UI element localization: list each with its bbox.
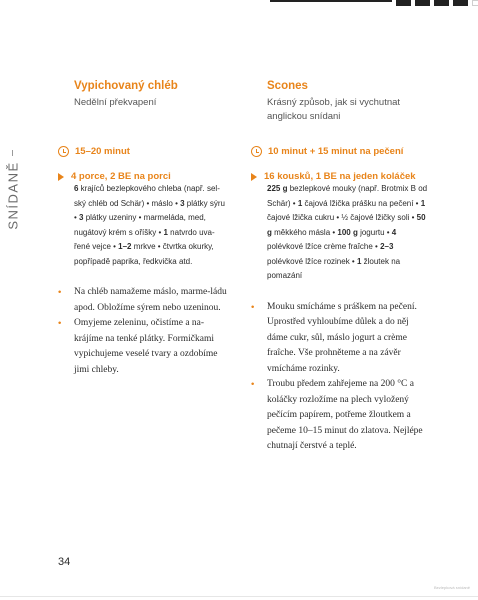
ingredient-part: 3 (79, 213, 84, 222)
triangle-bullet-icon (251, 173, 257, 181)
ingredient-part: 1 (356, 256, 362, 266)
ingredients (74, 182, 228, 269)
recipe-left (58, 80, 228, 378)
ingredient-part: 1–2 (118, 242, 132, 251)
ingredient-part: ský chléb od Schär) • máslo • (74, 198, 181, 208)
ingredient-part: měkkého másla • (271, 227, 338, 237)
recipe-title: Vypichovaný chléb (74, 80, 178, 92)
chapter-tab (453, 0, 468, 6)
prep-time (251, 146, 431, 157)
step-item: • Na chléb namažeme máslo, marme-ládu apod. Obložíme sýrem nebo uzeninou. (58, 285, 228, 316)
steps-list (58, 285, 228, 378)
servings (251, 171, 431, 182)
ingredient-part: 2–3 (380, 242, 394, 251)
step-item: • Mouku smícháme s práškem na pečení. Uprostřed vyhloubíme důlek a do něj dáme cukr, sůl, máslo jogurt a crème fraîche. Vše prohněteme a na závěr vmícháme rozinky. (251, 300, 431, 378)
recipe-subtitle: Krásný způsob, jak si vychutnat anglickou snídani (267, 97, 401, 122)
ingredient-part: jogurtu • (357, 227, 392, 237)
servings-text: 4 porce, 2 BE na porci (71, 171, 171, 182)
top-rule (270, 0, 392, 2)
step-item: • Troubu předem zahřejeme na 200 °C a koláčky rozložíme na plech vyložený pečícím papírem, potřeme žloutkem a pečeme 10–15 minut do zlatova. Nejlépe chutnají čerstvé a teplé. (251, 377, 431, 455)
ingredient-part: 1 (163, 227, 168, 237)
ingredient-part: 1 (420, 198, 426, 208)
ingredient-part: plátky uzeniny • marmeláda, med, nugátový krém s oříšky • (74, 213, 206, 237)
clock-icon (58, 146, 69, 157)
ingredient-part: 50 g (267, 213, 426, 237)
ingredient-part: 6 (74, 184, 79, 193)
ingredient-part: 225 g (267, 184, 288, 193)
ingredient-part: bezlepkové mouky (např. Brotmix B od Schär) • (267, 184, 428, 208)
servings-text: 16 kousků, 1 BE na jeden koláček (264, 171, 416, 182)
servings (58, 171, 228, 182)
chapter-tab (434, 0, 449, 6)
prep-time-text: 10 minut + 15 minut na pečení (268, 146, 404, 157)
steps-list (251, 300, 431, 455)
triangle-bullet-icon (58, 173, 64, 181)
page-number: 34 (58, 556, 71, 568)
ingredient-part: krajíců bezlepkového chleba (např. sel- (78, 184, 220, 193)
ingredient-part: 4 (391, 227, 397, 237)
section-label (6, 160, 20, 230)
ingredient-part: polévkové lžíce rozinek • (267, 256, 357, 266)
top-decoration (270, 0, 478, 6)
ingredient-part: 1 (297, 198, 303, 208)
ingredient-part: natvrdo uva-řené vejce • (74, 227, 215, 251)
clock-icon (251, 146, 262, 157)
ingredients (267, 182, 431, 284)
chapter-tab (415, 0, 430, 6)
ingredient-part: plátky sýru • (74, 198, 226, 222)
section-mark (12, 150, 13, 156)
recipe-subtitle: Nedělní překvapení (74, 97, 157, 108)
ingredient-part: čajová lžička prášku na pečení • (302, 198, 421, 208)
ingredient-part: čajové lžička cukru • ½ čajové lžičky soli • (267, 213, 417, 222)
chapter-tab-inactive (472, 0, 478, 6)
recipe-right (251, 80, 431, 455)
bottom-rule (0, 596, 478, 597)
section-label-text: SNÍDANĚ (5, 160, 21, 230)
ingredient-part: žloutek na pomazání (267, 256, 401, 280)
ingredient-part: 3 (180, 198, 185, 208)
prep-time-text: 15–20 minut (75, 146, 130, 157)
prep-time (58, 146, 228, 157)
ingredient-part: polévkové lžíce crème fraîche • (267, 242, 381, 251)
chapter-tab (396, 0, 411, 6)
recipe-title: Scones (267, 80, 308, 92)
step-item: • Omyjeme zeleninu, očistíme a na-krájíme na tenké plátky. Formičkami vypichujeme veselé tvary a ozdobíme jimi chleby. (58, 316, 228, 378)
footer-note: Bezlepková snídaně (433, 585, 470, 590)
ingredient-part: 100 g (337, 227, 358, 237)
ingredient-part: mrkve • čtvrtka okurky, popřípadě paprika, ředkvička atd. (74, 242, 214, 266)
